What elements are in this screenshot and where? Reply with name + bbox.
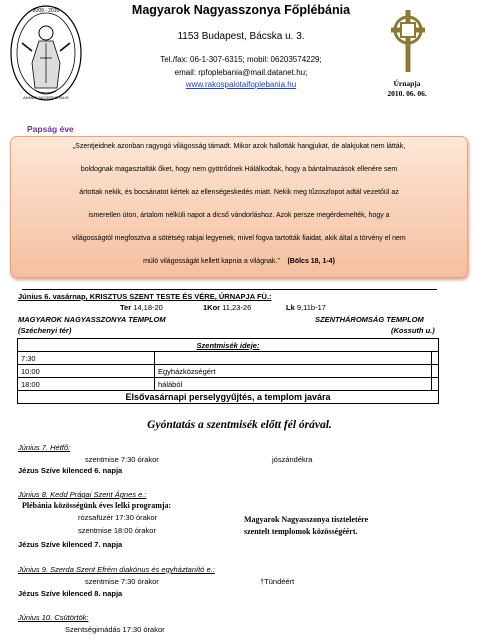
quote-line: ismeretlen úton, ártalom nélküli napot a dicső vándorláshoz. Azok persze megérdemelték, hogy a — [88, 212, 390, 219]
mass-schedule-table — [17, 338, 439, 404]
quote-reference: (Bölcs 18, 1-4) — [287, 258, 335, 265]
issue-date: 2010. 06. 06. — [387, 89, 427, 98]
day-service: szentmise 7:30 órakor — [85, 577, 159, 586]
reading-2: 1Kor 11,23-26 — [203, 303, 252, 312]
church-right-name: SZENTHÁROMSÁG TEMPLOM — [315, 315, 424, 324]
day-service: szentmise 18:00 órakor — [78, 526, 156, 535]
logo-years: 2009 - 2010 — [32, 8, 60, 14]
program-note: szentelt templomok közösségéért. — [244, 527, 358, 536]
divider — [22, 289, 437, 290]
gospel-reading: Lk 9,11b-17 — [286, 303, 326, 312]
quote-line: világosságtól megfosztva a sötétség rabjai legyenek, mivel fogva tartották fiaidat, akik által a törvény el nem — [72, 235, 406, 242]
program-note: Magyarok Nagyasszonya tiszteletére — [244, 515, 369, 524]
date-block — [368, 79, 446, 99]
parish-address: 1153 Budapest, Bácska u. 3. — [177, 31, 305, 42]
feast-name: Úrnapja — [393, 79, 421, 88]
mass-intention — [155, 352, 432, 365]
mass-time: 18:00 — [18, 378, 155, 391]
email-line: email: rpfoplebania@mail.datanet.hu; — [174, 67, 308, 77]
parish-title: Magyarok Nagyasszonya Főplébánia — [131, 3, 351, 17]
quote-line: „Szentjeidnek azonban ragyogó világosság támadt. Mikor azok hallották hangjukat, de alakjukat nem látták, — [72, 143, 406, 150]
table-row — [18, 365, 439, 378]
day-intention: †Tündéért — [260, 577, 295, 586]
mass-table-header: Szentmisék ideje: — [18, 339, 439, 352]
cross-icon — [386, 8, 430, 74]
quote-line: boldognak magasztalták őket, hogy nem gyötrődnek Hálálkodtak, hogy a bántalmazások ellenére sem — [80, 166, 398, 173]
mass-intention: Egyházközségért — [155, 365, 432, 378]
day-heading: Június 7. Hétfő: — [18, 443, 71, 452]
novena-note: Jézus Szíve kilenced 6. napja — [18, 466, 123, 475]
church-left-name: MAGYAROK NAGYASSZONYA TEMPLOM — [18, 315, 166, 324]
empty-cell — [432, 378, 439, 391]
day-service: rózsafüzér 17:30 órakor — [78, 513, 158, 522]
confession-note: Gyóntatás a szentmisék előtt fél órával. — [147, 419, 332, 431]
empty-cell — [432, 352, 439, 365]
quote-line: múló világosságát kellett kapnia a világnak.” — [143, 258, 280, 265]
logo-caption: ANNUS SACERDOTALIS — [23, 95, 69, 100]
novena-note: Jézus Szíve kilenced 8. napja — [18, 589, 123, 598]
church-right-place: (Kossuth u.) — [391, 326, 435, 335]
day-heading: Június 8. Kedd Prágai Szent Ágnes e.: — [18, 490, 147, 499]
mass-time: 10:00 — [18, 365, 155, 378]
empty-cell — [432, 365, 439, 378]
sunday-title: Június 6. vasárnap, KRISZTUS SZENT TESTE ÉS VÉRE, ÚRNAPJA FÜ.: — [18, 292, 272, 301]
mass-intention: hálából — [155, 378, 432, 391]
table-row — [18, 352, 439, 365]
website-link[interactable]: www.rakospalotaifoplebania.hu — [185, 80, 297, 89]
quote-line: ártottak nekik, és bocsánatot kértek az ellenségeskedés miatt. Nekik meg tűzoszlopot adtál vezetőül az — [79, 189, 399, 196]
day-heading: Június 10. Csütörtök: — [18, 613, 89, 622]
mass-time: 7:30 — [18, 352, 155, 365]
table-row — [18, 378, 439, 391]
contact-block — [110, 54, 372, 92]
scripture-quote-box — [10, 136, 468, 278]
day-heading: Június 9. Szerda Szent Efrém diakónus és egyháztanító e.: — [18, 565, 215, 574]
quote-last-line — [11, 258, 467, 265]
reading-1: Ter 14,18-20 — [120, 303, 163, 312]
program-title: Plébánia közösségünk éves lelki programja: — [22, 501, 172, 510]
novena-note: Jézus Szíve kilenced 7. napja — [18, 540, 123, 549]
church-left-place: (Széchenyi tér) — [18, 326, 72, 335]
collection-note: Elsővasárnapi perselygyűjtés, a templom javára — [18, 391, 439, 404]
parish-logo — [8, 3, 84, 103]
day-intention: jószándékra — [272, 455, 313, 464]
year-theme: Papság éve — [27, 124, 74, 134]
day-service: Szentségimádás 17:30 órakor — [65, 625, 165, 634]
day-service: szentmise 7:30 órakor — [85, 455, 159, 464]
phone-line: Tel./fax: 06-1-307-6315; mobil: 06203574229; — [160, 55, 322, 64]
